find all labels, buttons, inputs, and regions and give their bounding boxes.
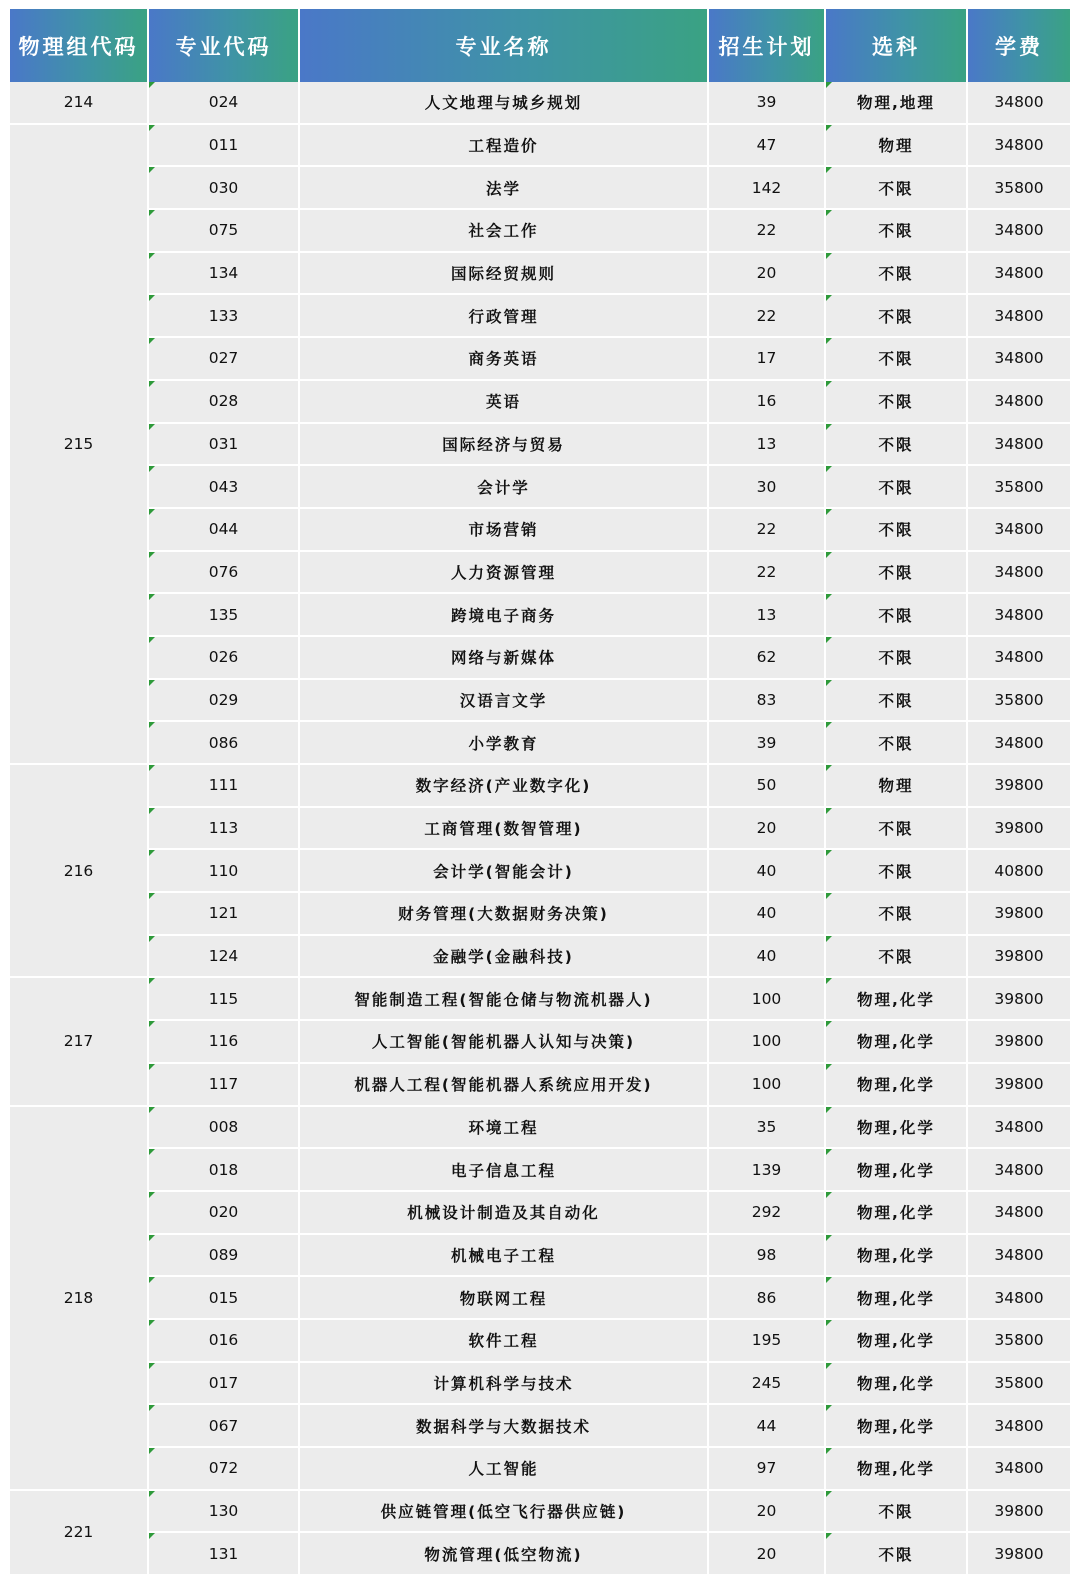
subject-cell: 物理,化学 [825, 1148, 967, 1191]
table-row [10, 508, 1070, 551]
plan-cell: 30 [708, 465, 825, 508]
major-name-cell: 小学教育 [299, 721, 708, 764]
table-row [10, 636, 1070, 679]
major-name-cell: 物联网工程 [299, 1276, 708, 1319]
table-row [10, 1447, 1070, 1490]
group-code-cell: 215 [10, 124, 148, 764]
table-row [10, 849, 1070, 892]
major-name-cell: 物流管理(低空物流) [299, 1532, 708, 1575]
table-row [10, 721, 1070, 764]
table-header [10, 9, 1070, 82]
major-name-cell: 工程造价 [299, 124, 708, 167]
plan-cell: 83 [708, 679, 825, 722]
fee-cell: 34800 [967, 636, 1070, 679]
plan-cell: 40 [708, 892, 825, 935]
fee-cell: 34800 [967, 124, 1070, 167]
major-code-cell: 043 [148, 465, 299, 508]
fee-cell: 35800 [967, 1319, 1070, 1362]
plan-cell: 16 [708, 380, 825, 423]
major-code-cell: 018 [148, 1148, 299, 1191]
major-code-cell: 017 [148, 1362, 299, 1405]
subject-cell: 不限 [825, 1532, 967, 1575]
major-code-cell: 134 [148, 252, 299, 295]
major-name-cell: 会计学(智能会计) [299, 849, 708, 892]
major-name-cell: 跨境电子商务 [299, 593, 708, 636]
plan-cell: 44 [708, 1404, 825, 1447]
subject-cell: 物理 [825, 764, 967, 807]
major-name-cell: 人工智能(智能机器人认知与决策) [299, 1020, 708, 1063]
major-code-cell: 113 [148, 807, 299, 850]
major-code-cell: 031 [148, 423, 299, 466]
table-row [10, 1020, 1070, 1063]
plan-cell: 195 [708, 1319, 825, 1362]
major-name-cell: 会计学 [299, 465, 708, 508]
table-row [10, 935, 1070, 978]
subject-cell: 不限 [825, 593, 967, 636]
fee-cell: 39800 [967, 892, 1070, 935]
subject-cell: 物理,化学 [825, 1106, 967, 1149]
major-name-cell: 行政管理 [299, 294, 708, 337]
major-name-cell: 人工智能 [299, 1447, 708, 1490]
subject-cell: 不限 [825, 209, 967, 252]
table-row [10, 252, 1070, 295]
fee-cell: 39800 [967, 764, 1070, 807]
major-name-cell: 市场营销 [299, 508, 708, 551]
header-group-code: 物理组代码 [10, 9, 148, 82]
subject-cell: 不限 [825, 1490, 967, 1533]
header-row [10, 9, 1070, 82]
fee-cell: 34800 [967, 294, 1070, 337]
plan-cell: 39 [708, 721, 825, 764]
plan-cell: 20 [708, 1490, 825, 1533]
subject-cell: 不限 [825, 166, 967, 209]
plan-cell: 40 [708, 849, 825, 892]
subject-cell: 不限 [825, 508, 967, 551]
major-name-cell: 环境工程 [299, 1106, 708, 1149]
plan-cell: 35 [708, 1106, 825, 1149]
fee-cell: 40800 [967, 849, 1070, 892]
table-row [10, 1404, 1070, 1447]
major-code-cell: 027 [148, 337, 299, 380]
subject-cell: 物理,地理 [825, 82, 967, 124]
major-name-cell: 计算机科学与技术 [299, 1362, 708, 1405]
fee-cell: 34800 [967, 1148, 1070, 1191]
plan-cell: 13 [708, 593, 825, 636]
plan-cell: 13 [708, 423, 825, 466]
major-code-cell: 076 [148, 551, 299, 594]
major-code-cell: 028 [148, 380, 299, 423]
major-code-cell: 072 [148, 1447, 299, 1490]
major-code-cell: 044 [148, 508, 299, 551]
major-code-cell: 117 [148, 1063, 299, 1106]
plan-cell: 20 [708, 252, 825, 295]
header-subject: 选科 [825, 9, 967, 82]
table-row [10, 977, 1070, 1020]
major-code-cell: 075 [148, 209, 299, 252]
header-major-name: 专业名称 [299, 9, 708, 82]
group-code-cell: 218 [10, 1106, 148, 1490]
major-name-cell: 英语 [299, 380, 708, 423]
fee-cell: 34800 [967, 252, 1070, 295]
major-name-cell: 软件工程 [299, 1319, 708, 1362]
subject-cell: 不限 [825, 679, 967, 722]
major-code-cell: 115 [148, 977, 299, 1020]
table-row [10, 892, 1070, 935]
table-row [10, 209, 1070, 252]
table-row [10, 166, 1070, 209]
subject-cell: 物理,化学 [825, 1191, 967, 1234]
major-code-cell: 016 [148, 1319, 299, 1362]
subject-cell: 不限 [825, 294, 967, 337]
table-row [10, 294, 1070, 337]
table-row [10, 423, 1070, 466]
plan-cell: 100 [708, 1063, 825, 1106]
subject-cell: 不限 [825, 465, 967, 508]
fee-cell: 34800 [967, 1191, 1070, 1234]
major-name-cell: 数字经济(产业数字化) [299, 764, 708, 807]
subject-cell: 不限 [825, 551, 967, 594]
fee-cell: 34800 [967, 1234, 1070, 1277]
major-code-cell: 116 [148, 1020, 299, 1063]
subject-cell: 不限 [825, 935, 967, 978]
subject-cell: 不限 [825, 636, 967, 679]
fee-cell: 39800 [967, 1020, 1070, 1063]
fee-cell: 39800 [967, 977, 1070, 1020]
major-name-cell: 机械电子工程 [299, 1234, 708, 1277]
plan-cell: 86 [708, 1276, 825, 1319]
plan-cell: 20 [708, 807, 825, 850]
fee-cell: 35800 [967, 465, 1070, 508]
major-code-cell: 020 [148, 1191, 299, 1234]
major-code-cell: 030 [148, 166, 299, 209]
plan-cell: 100 [708, 1020, 825, 1063]
major-code-cell: 015 [148, 1276, 299, 1319]
subject-cell: 物理,化学 [825, 1404, 967, 1447]
major-name-cell: 网络与新媒体 [299, 636, 708, 679]
subject-cell: 物理,化学 [825, 1319, 967, 1362]
plan-cell: 20 [708, 1532, 825, 1575]
header-fee: 学费 [967, 9, 1070, 82]
subject-cell: 物理,化学 [825, 1063, 967, 1106]
fee-cell: 35800 [967, 679, 1070, 722]
major-name-cell: 电子信息工程 [299, 1148, 708, 1191]
plan-cell: 62 [708, 636, 825, 679]
major-name-cell: 智能制造工程(智能仓储与物流机器人) [299, 977, 708, 1020]
fee-cell: 34800 [967, 593, 1070, 636]
major-code-cell: 086 [148, 721, 299, 764]
fee-cell: 34800 [967, 337, 1070, 380]
table-row [10, 82, 1070, 124]
major-code-cell: 121 [148, 892, 299, 935]
fee-cell: 34800 [967, 1276, 1070, 1319]
major-code-cell: 111 [148, 764, 299, 807]
table-row [10, 1063, 1070, 1106]
fee-cell: 34800 [967, 423, 1070, 466]
major-code-cell: 024 [148, 82, 299, 124]
major-name-cell: 工商管理(数智管理) [299, 807, 708, 850]
major-code-cell: 124 [148, 935, 299, 978]
fee-cell: 35800 [967, 1362, 1070, 1405]
major-code-cell: 130 [148, 1490, 299, 1533]
table-row [10, 1362, 1070, 1405]
header-plan: 招生计划 [708, 9, 825, 82]
table-row [10, 1148, 1070, 1191]
major-code-cell: 029 [148, 679, 299, 722]
major-name-cell: 国际经济与贸易 [299, 423, 708, 466]
plan-cell: 292 [708, 1191, 825, 1234]
table-row [10, 593, 1070, 636]
table-row [10, 1276, 1070, 1319]
table-row [10, 679, 1070, 722]
subject-cell: 物理,化学 [825, 1234, 967, 1277]
enrollment-table-container [10, 9, 1070, 1576]
major-name-cell: 社会工作 [299, 209, 708, 252]
header-major-code: 专业代码 [148, 9, 299, 82]
table-row [10, 1106, 1070, 1149]
plan-cell: 22 [708, 294, 825, 337]
major-name-cell: 机器人工程(智能机器人系统应用开发) [299, 1063, 708, 1106]
subject-cell: 不限 [825, 252, 967, 295]
major-name-cell: 汉语言文学 [299, 679, 708, 722]
subject-cell: 物理,化学 [825, 1447, 967, 1490]
fee-cell: 34800 [967, 508, 1070, 551]
fee-cell: 39800 [967, 1532, 1070, 1575]
plan-cell: 139 [708, 1148, 825, 1191]
plan-cell: 39 [708, 82, 825, 124]
major-name-cell: 商务英语 [299, 337, 708, 380]
major-code-cell: 133 [148, 294, 299, 337]
subject-cell: 不限 [825, 423, 967, 466]
table-row [10, 1490, 1070, 1533]
table-row [10, 1234, 1070, 1277]
fee-cell: 39800 [967, 1490, 1070, 1533]
major-name-cell: 金融学(金融科技) [299, 935, 708, 978]
major-code-cell: 026 [148, 636, 299, 679]
fee-cell: 34800 [967, 82, 1070, 124]
fee-cell: 39800 [967, 807, 1070, 850]
major-code-cell: 011 [148, 124, 299, 167]
major-code-cell: 008 [148, 1106, 299, 1149]
plan-cell: 97 [708, 1447, 825, 1490]
major-name-cell: 国际经贸规则 [299, 252, 708, 295]
table-row [10, 1532, 1070, 1575]
plan-cell: 245 [708, 1362, 825, 1405]
subject-cell: 物理,化学 [825, 1020, 967, 1063]
major-name-cell: 机械设计制造及其自动化 [299, 1191, 708, 1234]
subject-cell: 不限 [825, 849, 967, 892]
fee-cell: 34800 [967, 551, 1070, 594]
fee-cell: 34800 [967, 1106, 1070, 1149]
enrollment-table [10, 9, 1070, 1576]
fee-cell: 39800 [967, 1063, 1070, 1106]
subject-cell: 不限 [825, 721, 967, 764]
fee-cell: 34800 [967, 721, 1070, 764]
group-code-cell: 214 [10, 82, 148, 124]
table-row [10, 380, 1070, 423]
plan-cell: 50 [708, 764, 825, 807]
table-row [10, 465, 1070, 508]
major-name-cell: 供应链管理(低空飞行器供应链) [299, 1490, 708, 1533]
table-row [10, 124, 1070, 167]
subject-cell: 不限 [825, 337, 967, 380]
subject-cell: 不限 [825, 892, 967, 935]
fee-cell: 34800 [967, 380, 1070, 423]
subject-cell: 物理,化学 [825, 1362, 967, 1405]
major-name-cell: 人文地理与城乡规划 [299, 82, 708, 124]
table-row [10, 1191, 1070, 1234]
fee-cell: 39800 [967, 935, 1070, 978]
plan-cell: 40 [708, 935, 825, 978]
major-code-cell: 110 [148, 849, 299, 892]
plan-cell: 47 [708, 124, 825, 167]
table-row [10, 551, 1070, 594]
subject-cell: 物理 [825, 124, 967, 167]
plan-cell: 22 [708, 209, 825, 252]
plan-cell: 22 [708, 551, 825, 594]
major-code-cell: 089 [148, 1234, 299, 1277]
table-row [10, 807, 1070, 850]
plan-cell: 142 [708, 166, 825, 209]
plan-cell: 98 [708, 1234, 825, 1277]
major-name-cell: 人力资源管理 [299, 551, 708, 594]
major-code-cell: 135 [148, 593, 299, 636]
fee-cell: 34800 [967, 209, 1070, 252]
subject-cell: 不限 [825, 380, 967, 423]
fee-cell: 35800 [967, 166, 1070, 209]
fee-cell: 34800 [967, 1404, 1070, 1447]
major-code-cell: 131 [148, 1532, 299, 1575]
subject-cell: 不限 [825, 807, 967, 850]
table-body [10, 82, 1070, 1575]
plan-cell: 17 [708, 337, 825, 380]
subject-cell: 物理,化学 [825, 1276, 967, 1319]
fee-cell: 34800 [967, 1447, 1070, 1490]
subject-cell: 物理,化学 [825, 977, 967, 1020]
major-name-cell: 法学 [299, 166, 708, 209]
plan-cell: 100 [708, 977, 825, 1020]
major-name-cell: 数据科学与大数据技术 [299, 1404, 708, 1447]
table-row [10, 337, 1070, 380]
major-code-cell: 067 [148, 1404, 299, 1447]
major-name-cell: 财务管理(大数据财务决策) [299, 892, 708, 935]
plan-cell: 22 [708, 508, 825, 551]
group-code-cell: 217 [10, 977, 148, 1105]
table-row [10, 1319, 1070, 1362]
group-code-cell: 221 [10, 1490, 148, 1575]
group-code-cell: 216 [10, 764, 148, 977]
table-row [10, 764, 1070, 807]
